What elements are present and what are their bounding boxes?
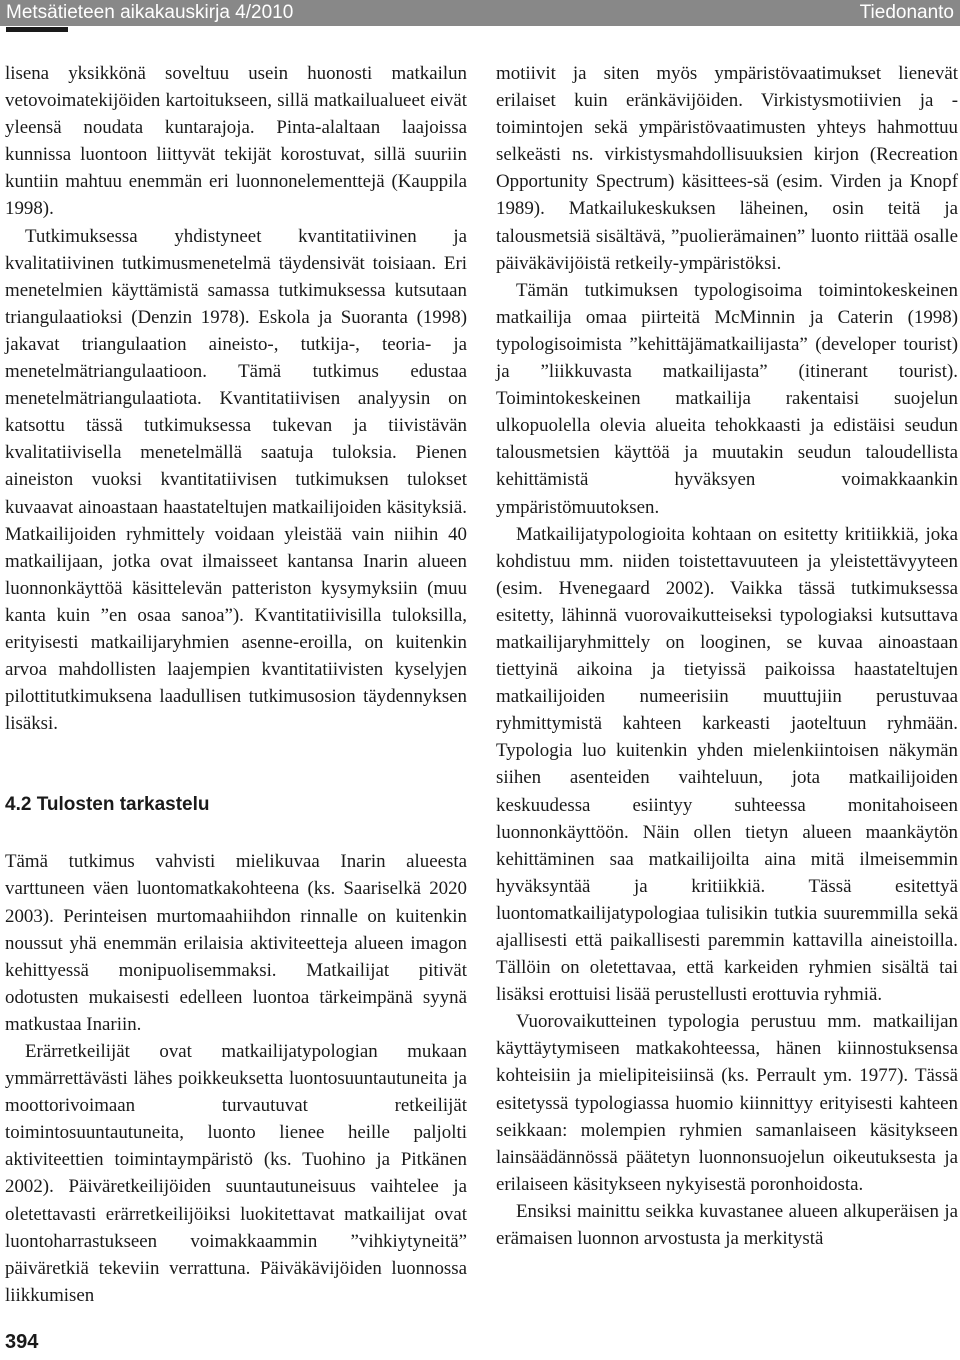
header-marker-bar — [6, 27, 68, 32]
heading-spacer — [5, 818, 467, 848]
left-paragraph-4: Erärretkeilijät ovat matkailijatypologian mukaan ymmärrettävästi lähes poikkeuksetta luontosuuntautuneita ja moottorivoimaan turvautuvat retkeilijät toimintosuuntautuneita, luonto lienee heille paljolti aktiviteettien toimintaympäristö (ks. Tuohino ja Pitkänen 2002). Päiväretkeilijöiden suuntautuneisuus vaihtelee ja oletettavasti erärretkeilijöiksi luokitettavat matkailijat ovat luontoharrastukseen voimakkaammin ”vihkiytyneitä” päiväretkiä tekeviin verrattuna. Päiväkävijöiden luonnossa liikkumisen — [5, 1041, 467, 1306]
right-paragraph-3: Matkailijatypologioita kohtaan on esitetty kritiikkiä, joka kohdistuu mm. niiden toistettavuuteen ja yleistettävyyteen (esim. Hvenegaard 2002). Vaikka tässä tutkimuksessa esitetty, lähinnä vuorovaikutteiseksi typologiaksi kutsuttava matkailijaryhmittely on looginen, se kuvaa ainoastaan tiettyinä aikoina ja tietyissä paikoissa haastateltujen matkailijoiden numeerisiin muuttujiin perustuvaa ryhmittymistä kahteen karkeasti jaoteltuun ryhmään. Typologia luo kuitenkin yhden mielenkiintoisen näkymän siihen asenteiden vaihteluun, jota matkailijoiden keskuudessa esiintyy suhteessa monitahoiseen luonnonkäyttöön. Näin ollen tietyn alueen maankäytön kehittäminen saa matkailijoilta aina mitä ilmeisemmin hyväksyntää ja kritiikkiä. Tässä esitettyä luontomatkailijatypologiaa tulisikin tutkia suuremmilla sekä ajallisesti että paikallisesti paremmin kattavilla aineistoilla. Tällöin on oletettavaa, että karkeiden ryhmien sisältä tai lisäksi erottuisi lisää perustellusti erottuvia ryhmiä. — [496, 523, 958, 1006]
right-column — [496, 60, 958, 1252]
left-paragraph-3: Tämä tutkimus vahvisti mielikuvaa Inarin alueesta varttuneen väen luontomatkakohteena (ks. Saariselkä 2020 2003). Perinteisen murtomaahiihdon rinnalle on kuitenkin noussut yhä enemmän erilaisia aktiviteetteja alueen imagon kehittyessä monipuolisemmaksi. Matkailijat pitivät odotusten mukaisesti edelleen luontoa tärkeimpänä syynä matkustaa Inariin. — [5, 851, 467, 1035]
right-paragraph-1: motiivit ja siten myös ympäristövaatimukset lienevät erilaiset kuin eränkävijöiden. Virkistysmotiivien ja -toimintojen sekä ympäristövaatimusten yhteys hahmottuu selkeästi ns. virkistysmahdollisuuksien kirjon (Recreation Opportunity Spectrum) käsittees-sä (esim. Virden ja Knopf 1989). Matkailukeskuksen läheinen, osin teitä ja talousmetsiä sisältävä, ”puolierämainen” luonto riittää osalle päiväkävijöistä retkeily-ympäristöksi. — [496, 63, 958, 274]
section-spacer — [5, 737, 467, 791]
section-label: Tiedonanto — [859, 2, 954, 23]
left-column — [5, 60, 467, 1309]
page-number: 394 — [5, 1331, 39, 1353]
running-header — [0, 0, 960, 26]
right-paragraph-2: Tämän tutkimuksen typologisoima toimintokeskeinen matkailija omaa piirteitä McMinnin ja Caterin (1998) typologisoimista ”kehittäjämatkailijasta” (developer tourist) ja ”liikkuvasta matkailijasta” (itinerant tourist). Toimintokeskeinen matkailija rakentaisi suojelun ulkopuolella olevia alueita tehokkaasti ja edistäisi seudun talousmetsien käyttöä ja muutakin seudun taloudellista kehittämistä hyväksyen voimakkaankin ympäristömuutoksen. — [496, 279, 958, 518]
section-heading: 4.2 Tulosten tarkastelu — [5, 794, 210, 816]
right-paragraph-4: Vuorovaikutteinen typologia perustuu mm. matkailijan käyttäytymiseen matkakohteessa, hänen kiinnostuksensa kohteisiin ja mielipiteisiinsä (ks. Perrault ym. 1977). Tässä esitetyssä typologiassa huomio kiinnittyy erityisesti kahteen seikkaan: molempien ryhmien samanlaiseen käsitykseen lainsäädännössä päätetyn luonnonsuojelun oikeutuksesta ja erilaiseen käsitykseen nykyisestä poronhoidosta. — [496, 1011, 958, 1195]
left-paragraph-2: Tutkimuksessa yhdistyneet kvantitatiivinen ja kvalitatiivinen tutkimusmenetelmä täydensivät toisiaan. Eri menetelmien käyttämistä samassa tutkimuksessa kutsutaan triangulaatioksi (Denzin 1978). Eskola ja Suoranta (1998) jakavat triangulaation aineisto-, tutkija-, teoria- ja menetelmätriangulaatioon. Tämä tutkimus edustaa menetelmätriangulaatiota. Kvantitatiivisen analyysin on katsottu tässä tutkimuksessa tukevan ja tiivistävän kvalitatiivisella menetelmällä saatuja tuloksia. Pienen aineiston vuoksi kvantitatiivisen tutkimuksen tulokset kuvaavat ainoastaan haastateltujen matkailijoiden käsityksiä. Matkailijoiden ryhmittely voidaan yleistää vain niihin 40 matkailijaan, jotka ovat ilmaisseet kantansa Inarin alueen luonnonkäyttöä käsittelevän patteriston kysymyksiin (muu kanta kuin ”en osaa sanoa”). Kvantitatiivisilla tuloksilla, erityisesti matkailijaryhmien asenne-eroilla, on kuitenkin arvoa mahdollisten laajempien kvantitatiivisten kyselyjen pilottitutkimuksena laadullisen tutkimusosion täydennyksen lisäksi. — [5, 225, 467, 735]
left-paragraph-1: lisena yksikkönä soveltuu usein huonosti matkailun vetovoimatekijöiden kartoitukseen, sillä matkailualueet eivät yleensä noudata kuntarajoja. Pinta-alaltaan laajoissa kunnissa luontoon liittyvät tekijät korostuvat, sillä suuriin kuntiin mahtuu enemmän eri luonnonelementtejä (Kauppila 1998). — [5, 63, 467, 220]
journal-title: Metsätieteen aikakauskirja 4/2010 — [6, 2, 294, 23]
right-paragraph-5: Ensiksi mainittu seikka kuvastanee alueen alkuperäisen ja erämaisen luonnon arvostusta ja merkitystä — [496, 1200, 958, 1250]
